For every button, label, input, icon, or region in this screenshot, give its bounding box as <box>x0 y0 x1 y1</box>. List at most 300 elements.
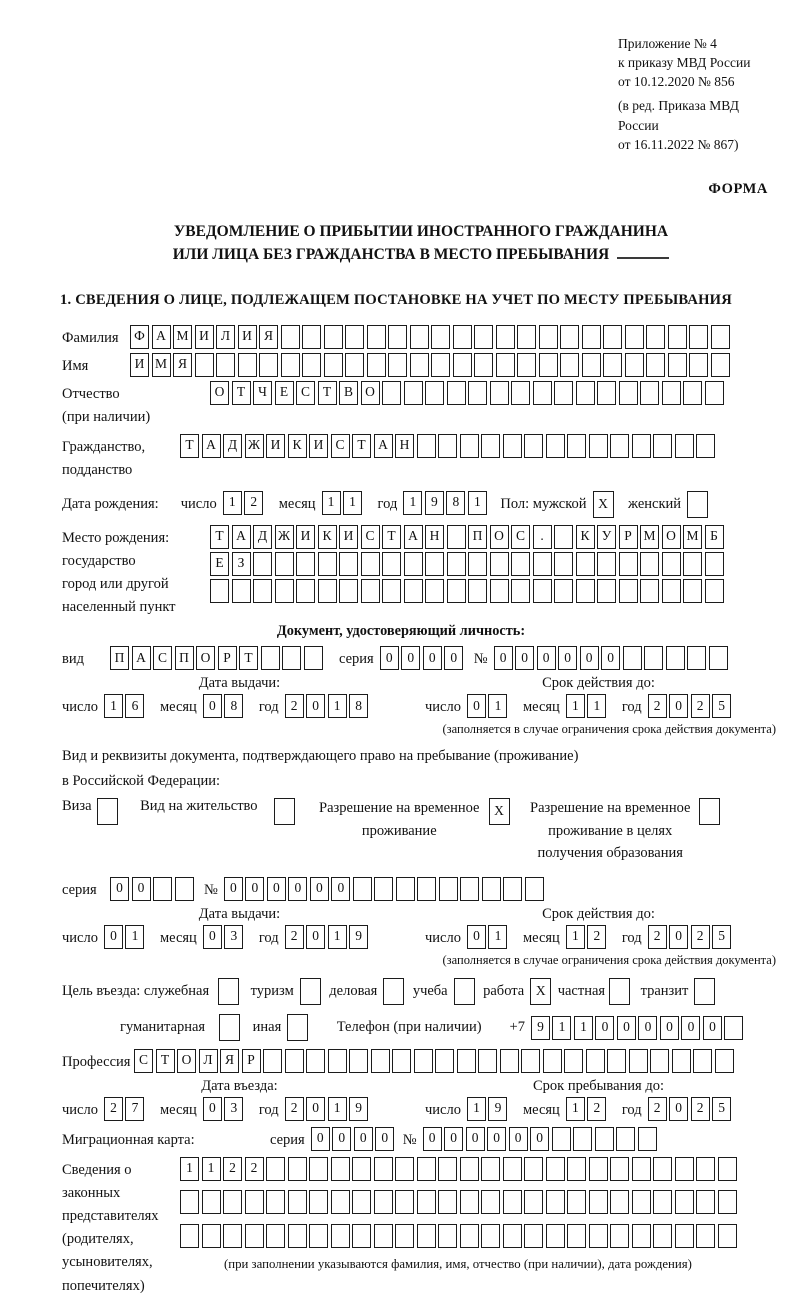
char-cell[interactable] <box>468 552 487 576</box>
char-cell[interactable] <box>675 1224 694 1248</box>
char-cell[interactable]: Я <box>259 325 278 349</box>
char-cell[interactable] <box>503 1224 522 1248</box>
char-cell[interactable] <box>324 325 343 349</box>
char-cell[interactable] <box>511 381 530 405</box>
char-cell[interactable] <box>619 381 638 405</box>
char-cell[interactable]: 2 <box>648 694 667 718</box>
doc-valid-month[interactable] <box>566 694 609 718</box>
migration-series-boxes[interactable] <box>311 1127 397 1151</box>
char-cell[interactable] <box>632 1157 651 1181</box>
char-cell[interactable]: М <box>640 525 659 549</box>
char-cell[interactable] <box>245 1190 264 1214</box>
entry-day[interactable] <box>104 1097 147 1121</box>
char-cell[interactable]: 0 <box>380 646 399 670</box>
char-cell[interactable]: 0 <box>660 1016 679 1040</box>
char-cell[interactable] <box>383 978 404 1005</box>
char-cell[interactable] <box>97 798 118 825</box>
char-cell[interactable]: 7 <box>125 1097 144 1121</box>
char-cell[interactable] <box>382 381 401 405</box>
char-cell[interactable] <box>625 325 644 349</box>
sex-male-checkbox[interactable] <box>593 491 617 518</box>
char-cell[interactable]: 0 <box>267 877 286 901</box>
char-cell[interactable] <box>683 552 702 576</box>
char-cell[interactable] <box>306 1049 325 1073</box>
char-cell[interactable] <box>349 1049 368 1073</box>
char-cell[interactable] <box>693 1049 712 1073</box>
char-cell[interactable] <box>261 646 280 670</box>
char-cell[interactable] <box>546 1157 565 1181</box>
char-cell[interactable]: 2 <box>223 1157 242 1181</box>
char-cell[interactable]: 1 <box>468 491 487 515</box>
char-cell[interactable] <box>281 325 300 349</box>
char-cell[interactable]: 9 <box>531 1016 550 1040</box>
char-cell[interactable] <box>525 877 544 901</box>
char-cell[interactable]: 9 <box>425 491 444 515</box>
char-cell[interactable]: Т <box>156 1049 175 1073</box>
char-cell[interactable] <box>517 325 536 349</box>
char-cell[interactable] <box>653 434 672 458</box>
char-cell[interactable] <box>253 552 272 576</box>
phone-boxes[interactable] <box>531 1016 746 1040</box>
char-cell[interactable] <box>481 1190 500 1214</box>
char-cell[interactable] <box>352 1157 371 1181</box>
purpose-transit-checkbox[interactable] <box>694 978 718 1005</box>
char-cell[interactable] <box>632 1190 651 1214</box>
residence-issue-month[interactable] <box>203 925 246 949</box>
char-cell[interactable]: О <box>490 525 509 549</box>
doc-valid-day[interactable] <box>467 694 510 718</box>
char-cell[interactable]: Е <box>210 552 229 576</box>
char-cell[interactable] <box>453 353 472 377</box>
sex-female-checkbox[interactable] <box>687 491 711 518</box>
char-cell[interactable] <box>216 353 235 377</box>
char-cell[interactable]: Н <box>395 434 414 458</box>
char-cell[interactable]: 5 <box>712 1097 731 1121</box>
char-cell[interactable] <box>374 877 393 901</box>
char-cell[interactable] <box>374 1190 393 1214</box>
char-cell[interactable]: 0 <box>306 925 325 949</box>
char-cell[interactable] <box>646 325 665 349</box>
stay-day[interactable] <box>467 1097 510 1121</box>
purpose-study-checkbox[interactable] <box>454 978 478 1005</box>
char-cell[interactable] <box>597 552 616 576</box>
char-cell[interactable] <box>439 877 458 901</box>
char-cell[interactable] <box>388 353 407 377</box>
char-cell[interactable] <box>554 552 573 576</box>
char-cell[interactable] <box>597 381 616 405</box>
doc-issue-day[interactable] <box>104 694 147 718</box>
char-cell[interactable] <box>675 1157 694 1181</box>
char-cell[interactable] <box>638 1127 657 1151</box>
char-cell[interactable] <box>435 1049 454 1073</box>
char-cell[interactable] <box>331 1190 350 1214</box>
char-cell[interactable] <box>653 1190 672 1214</box>
char-cell[interactable]: 0 <box>537 646 556 670</box>
representatives-boxes-3[interactable] <box>180 1224 739 1248</box>
char-cell[interactable] <box>675 1190 694 1214</box>
char-cell[interactable]: А <box>404 525 423 549</box>
char-cell[interactable]: Е <box>275 381 294 405</box>
char-cell[interactable] <box>361 579 380 603</box>
char-cell[interactable] <box>610 434 629 458</box>
char-cell[interactable]: А <box>202 434 221 458</box>
char-cell[interactable] <box>619 579 638 603</box>
char-cell[interactable]: М <box>152 353 171 377</box>
char-cell[interactable] <box>595 1127 614 1151</box>
char-cell[interactable] <box>223 1190 242 1214</box>
char-cell[interactable]: 1 <box>125 925 144 949</box>
char-cell[interactable] <box>653 1224 672 1248</box>
char-cell[interactable] <box>662 552 681 576</box>
char-cell[interactable] <box>371 1049 390 1073</box>
char-cell[interactable] <box>610 1190 629 1214</box>
char-cell[interactable] <box>392 1049 411 1073</box>
char-cell[interactable] <box>274 798 295 825</box>
char-cell[interactable]: X <box>593 491 614 518</box>
char-cell[interactable]: 0 <box>423 646 442 670</box>
char-cell[interactable]: 1 <box>488 694 507 718</box>
char-cell[interactable] <box>699 798 720 825</box>
char-cell[interactable]: 0 <box>580 646 599 670</box>
char-cell[interactable] <box>309 1190 328 1214</box>
char-cell[interactable] <box>610 1224 629 1248</box>
residence-valid-year[interactable] <box>648 925 734 949</box>
char-cell[interactable] <box>533 552 552 576</box>
char-cell[interactable]: И <box>296 525 315 549</box>
char-cell[interactable] <box>623 646 642 670</box>
residence-issue-day[interactable] <box>104 925 147 949</box>
char-cell[interactable]: 2 <box>285 925 304 949</box>
char-cell[interactable] <box>417 1157 436 1181</box>
char-cell[interactable] <box>573 1127 592 1151</box>
char-cell[interactable]: Я <box>173 353 192 377</box>
char-cell[interactable] <box>454 978 475 1005</box>
char-cell[interactable] <box>328 1049 347 1073</box>
char-cell[interactable]: П <box>175 646 194 670</box>
char-cell[interactable] <box>180 1190 199 1214</box>
char-cell[interactable]: 1 <box>328 694 347 718</box>
char-cell[interactable] <box>687 491 708 518</box>
char-cell[interactable]: 6 <box>125 694 144 718</box>
char-cell[interactable] <box>560 325 579 349</box>
char-cell[interactable] <box>640 579 659 603</box>
char-cell[interactable] <box>689 325 708 349</box>
char-cell[interactable] <box>180 1224 199 1248</box>
char-cell[interactable]: Ч <box>253 381 272 405</box>
char-cell[interactable]: 3 <box>224 925 243 949</box>
char-cell[interactable] <box>705 552 724 576</box>
residence-number-boxes[interactable] <box>224 877 547 901</box>
char-cell[interactable]: 2 <box>648 1097 667 1121</box>
birthplace-boxes-1[interactable] <box>210 525 726 549</box>
char-cell[interactable]: К <box>288 434 307 458</box>
char-cell[interactable]: И <box>309 434 328 458</box>
char-cell[interactable] <box>367 353 386 377</box>
char-cell[interactable] <box>324 353 343 377</box>
char-cell[interactable] <box>696 434 715 458</box>
char-cell[interactable] <box>438 1157 457 1181</box>
char-cell[interactable] <box>275 579 294 603</box>
char-cell[interactable]: А <box>374 434 393 458</box>
stay-year[interactable] <box>648 1097 734 1121</box>
char-cell[interactable]: 0 <box>681 1016 700 1040</box>
char-cell[interactable]: П <box>110 646 129 670</box>
char-cell[interactable]: З <box>232 552 251 576</box>
char-cell[interactable]: С <box>153 646 172 670</box>
char-cell[interactable]: Д <box>223 434 242 458</box>
char-cell[interactable] <box>195 353 214 377</box>
char-cell[interactable] <box>232 579 251 603</box>
char-cell[interactable] <box>696 1224 715 1248</box>
char-cell[interactable] <box>361 552 380 576</box>
char-cell[interactable] <box>468 579 487 603</box>
char-cell[interactable] <box>331 1157 350 1181</box>
birth-month-boxes[interactable] <box>322 491 365 515</box>
char-cell[interactable] <box>447 525 466 549</box>
char-cell[interactable]: 8 <box>446 491 465 515</box>
char-cell[interactable] <box>689 353 708 377</box>
char-cell[interactable]: Т <box>352 434 371 458</box>
char-cell[interactable]: С <box>331 434 350 458</box>
char-cell[interactable]: А <box>232 525 251 549</box>
char-cell[interactable] <box>404 579 423 603</box>
residence-valid-day[interactable] <box>467 925 510 949</box>
char-cell[interactable] <box>625 353 644 377</box>
char-cell[interactable] <box>546 1190 565 1214</box>
char-cell[interactable]: 2 <box>648 925 667 949</box>
char-cell[interactable]: Ф <box>130 325 149 349</box>
char-cell[interactable] <box>586 1049 605 1073</box>
char-cell[interactable] <box>503 1157 522 1181</box>
char-cell[interactable] <box>374 1157 393 1181</box>
char-cell[interactable]: 1 <box>104 694 123 718</box>
char-cell[interactable] <box>539 353 558 377</box>
char-cell[interactable] <box>339 552 358 576</box>
doc-valid-year[interactable] <box>648 694 734 718</box>
char-cell[interactable] <box>457 1049 476 1073</box>
char-cell[interactable]: 0 <box>203 694 222 718</box>
visa-checkbox[interactable] <box>97 798 121 825</box>
char-cell[interactable] <box>414 1049 433 1073</box>
char-cell[interactable] <box>218 978 239 1005</box>
char-cell[interactable]: 0 <box>467 694 486 718</box>
char-cell[interactable] <box>567 1190 586 1214</box>
char-cell[interactable] <box>460 877 479 901</box>
char-cell[interactable] <box>632 434 651 458</box>
char-cell[interactable]: 0 <box>530 1127 549 1151</box>
char-cell[interactable]: 1 <box>566 925 585 949</box>
char-cell[interactable]: 1 <box>566 694 585 718</box>
char-cell[interactable]: Ж <box>245 434 264 458</box>
char-cell[interactable]: 0 <box>617 1016 636 1040</box>
char-cell[interactable] <box>589 1157 608 1181</box>
char-cell[interactable] <box>304 646 323 670</box>
char-cell[interactable]: 1 <box>202 1157 221 1181</box>
char-cell[interactable] <box>367 325 386 349</box>
char-cell[interactable]: 1 <box>488 925 507 949</box>
char-cell[interactable]: Л <box>216 325 235 349</box>
char-cell[interactable] <box>481 1157 500 1181</box>
migration-number-boxes[interactable] <box>423 1127 660 1151</box>
char-cell[interactable]: Р <box>619 525 638 549</box>
char-cell[interactable]: 0 <box>332 1127 351 1151</box>
residence-series-boxes[interactable] <box>110 877 196 901</box>
char-cell[interactable] <box>524 1190 543 1214</box>
char-cell[interactable] <box>482 877 501 901</box>
char-cell[interactable] <box>395 1224 414 1248</box>
char-cell[interactable] <box>219 1014 240 1041</box>
char-cell[interactable] <box>309 1224 328 1248</box>
char-cell[interactable] <box>650 1049 669 1073</box>
char-cell[interactable] <box>425 381 444 405</box>
char-cell[interactable]: Л <box>199 1049 218 1073</box>
char-cell[interactable] <box>564 1049 583 1073</box>
char-cell[interactable]: 1 <box>574 1016 593 1040</box>
purpose-humanitarian-checkbox[interactable] <box>219 1014 243 1041</box>
char-cell[interactable] <box>576 381 595 405</box>
char-cell[interactable]: 0 <box>331 877 350 901</box>
char-cell[interactable] <box>567 1157 586 1181</box>
char-cell[interactable] <box>382 552 401 576</box>
char-cell[interactable] <box>302 353 321 377</box>
char-cell[interactable] <box>640 552 659 576</box>
char-cell[interactable]: 0 <box>310 877 329 901</box>
char-cell[interactable] <box>404 381 423 405</box>
char-cell[interactable] <box>543 1049 562 1073</box>
char-cell[interactable]: 8 <box>349 694 368 718</box>
char-cell[interactable] <box>318 552 337 576</box>
char-cell[interactable] <box>662 381 681 405</box>
char-cell[interactable] <box>388 325 407 349</box>
char-cell[interactable] <box>468 381 487 405</box>
char-cell[interactable]: Т <box>232 381 251 405</box>
residence-valid-month[interactable] <box>566 925 609 949</box>
char-cell[interactable] <box>576 579 595 603</box>
temp-residence-checkbox[interactable] <box>489 798 513 825</box>
char-cell[interactable] <box>431 325 450 349</box>
char-cell[interactable] <box>589 1190 608 1214</box>
char-cell[interactable]: Ж <box>275 525 294 549</box>
char-cell[interactable] <box>453 325 472 349</box>
char-cell[interactable]: 2 <box>244 491 263 515</box>
char-cell[interactable] <box>511 579 530 603</box>
char-cell[interactable] <box>339 579 358 603</box>
char-cell[interactable] <box>539 325 558 349</box>
char-cell[interactable] <box>474 353 493 377</box>
purpose-other-checkbox[interactable] <box>287 1014 311 1041</box>
char-cell[interactable] <box>352 1190 371 1214</box>
char-cell[interactable]: П <box>468 525 487 549</box>
char-cell[interactable]: 0 <box>558 646 577 670</box>
char-cell[interactable]: 0 <box>354 1127 373 1151</box>
char-cell[interactable] <box>288 1190 307 1214</box>
char-cell[interactable] <box>524 1157 543 1181</box>
char-cell[interactable]: 0 <box>444 646 463 670</box>
patronymic-boxes[interactable] <box>210 381 726 405</box>
char-cell[interactable] <box>607 1049 626 1073</box>
char-cell[interactable] <box>646 353 665 377</box>
char-cell[interactable]: И <box>339 525 358 549</box>
char-cell[interactable] <box>597 579 616 603</box>
char-cell[interactable]: 5 <box>712 694 731 718</box>
char-cell[interactable] <box>715 1049 734 1073</box>
char-cell[interactable] <box>417 1224 436 1248</box>
char-cell[interactable]: К <box>576 525 595 549</box>
char-cell[interactable] <box>417 434 436 458</box>
char-cell[interactable] <box>560 353 579 377</box>
profession-boxes[interactable] <box>134 1049 736 1073</box>
char-cell[interactable] <box>503 1190 522 1214</box>
char-cell[interactable] <box>589 434 608 458</box>
birthplace-boxes-2[interactable] <box>210 552 726 576</box>
char-cell[interactable] <box>425 552 444 576</box>
char-cell[interactable] <box>554 525 573 549</box>
char-cell[interactable] <box>238 353 257 377</box>
char-cell[interactable]: 0 <box>601 646 620 670</box>
char-cell[interactable]: Д <box>253 525 272 549</box>
char-cell[interactable] <box>288 1224 307 1248</box>
birthplace-boxes-3[interactable] <box>210 579 726 603</box>
char-cell[interactable] <box>460 434 479 458</box>
char-cell[interactable]: 0 <box>306 1097 325 1121</box>
char-cell[interactable] <box>395 1157 414 1181</box>
char-cell[interactable]: 0 <box>375 1127 394 1151</box>
char-cell[interactable] <box>503 434 522 458</box>
char-cell[interactable] <box>245 1224 264 1248</box>
citizenship-boxes[interactable] <box>180 434 718 458</box>
char-cell[interactable] <box>410 353 429 377</box>
char-cell[interactable]: 2 <box>104 1097 123 1121</box>
entry-month[interactable] <box>203 1097 246 1121</box>
char-cell[interactable] <box>263 1049 282 1073</box>
char-cell[interactable] <box>533 381 552 405</box>
char-cell[interactable]: 1 <box>322 491 341 515</box>
char-cell[interactable] <box>309 1157 328 1181</box>
char-cell[interactable] <box>640 381 659 405</box>
char-cell[interactable]: 3 <box>224 1097 243 1121</box>
char-cell[interactable] <box>546 434 565 458</box>
char-cell[interactable]: 0 <box>494 646 513 670</box>
char-cell[interactable]: К <box>318 525 337 549</box>
char-cell[interactable]: И <box>130 353 149 377</box>
char-cell[interactable] <box>524 434 543 458</box>
char-cell[interactable] <box>478 1049 497 1073</box>
char-cell[interactable] <box>490 579 509 603</box>
char-cell[interactable] <box>567 1224 586 1248</box>
char-cell[interactable] <box>546 1224 565 1248</box>
char-cell[interactable]: Т <box>382 525 401 549</box>
char-cell[interactable] <box>696 1190 715 1214</box>
char-cell[interactable]: С <box>511 525 530 549</box>
doc-kind-boxes[interactable] <box>110 646 325 670</box>
char-cell[interactable]: Б <box>705 525 724 549</box>
firstname-boxes[interactable] <box>130 353 732 377</box>
char-cell[interactable] <box>175 877 194 901</box>
char-cell[interactable] <box>447 381 466 405</box>
char-cell[interactable] <box>653 1157 672 1181</box>
char-cell[interactable] <box>582 325 601 349</box>
surname-boxes[interactable] <box>130 325 732 349</box>
char-cell[interactable]: О <box>196 646 215 670</box>
char-cell[interactable]: С <box>296 381 315 405</box>
char-cell[interactable]: X <box>489 798 510 825</box>
doc-issue-year[interactable] <box>285 694 371 718</box>
char-cell[interactable] <box>431 353 450 377</box>
char-cell[interactable]: 0 <box>311 1127 330 1151</box>
char-cell[interactable] <box>417 877 436 901</box>
char-cell[interactable] <box>202 1190 221 1214</box>
char-cell[interactable]: 0 <box>595 1016 614 1040</box>
